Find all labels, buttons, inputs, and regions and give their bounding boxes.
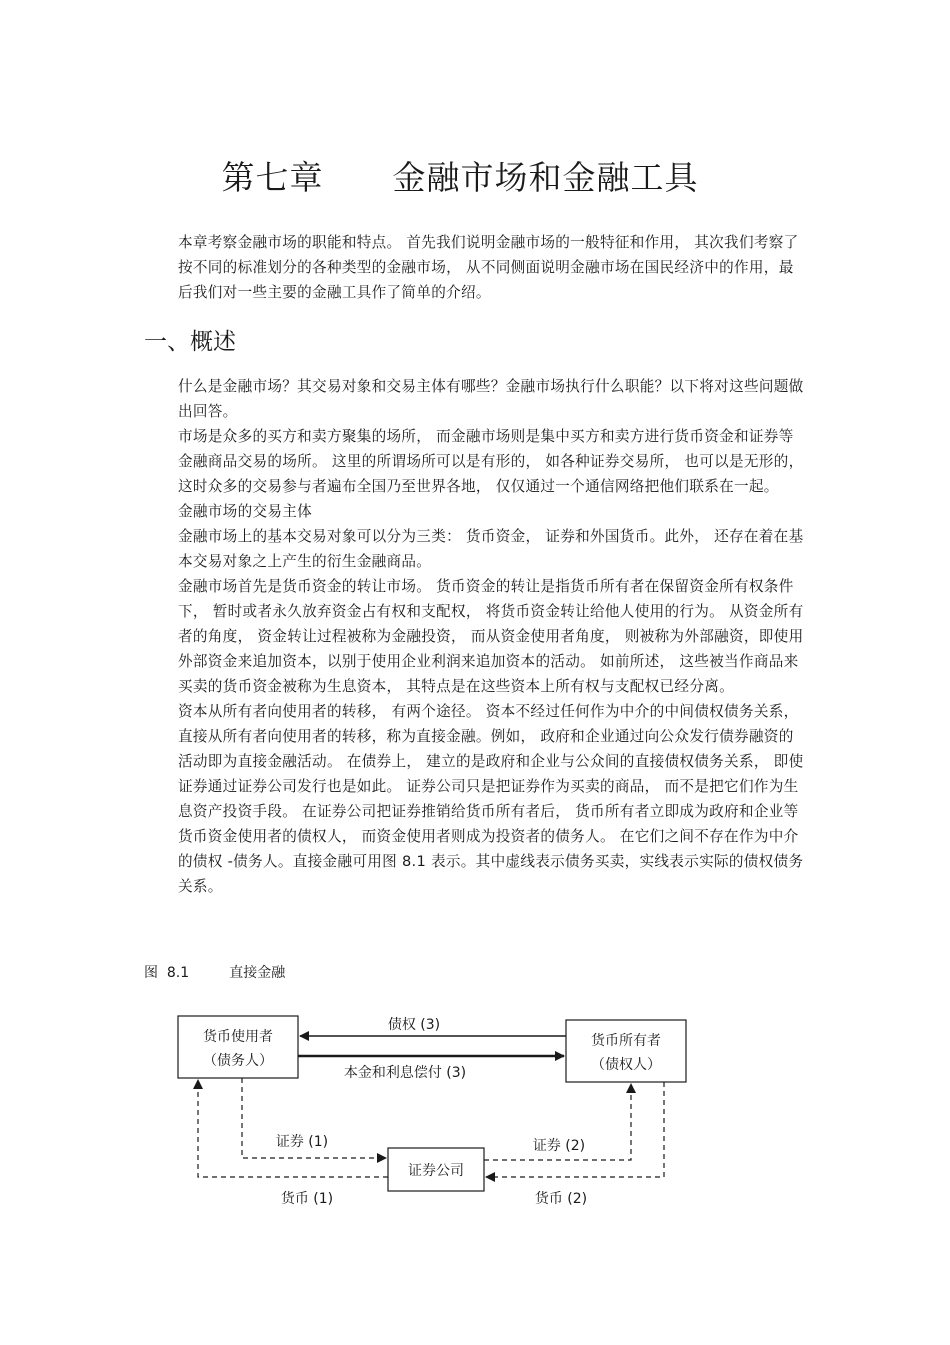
figure-caption: 图 8.1 直接金融 <box>144 965 286 981</box>
lender-sublabel: （债权人） <box>591 1057 661 1073</box>
intro-paragraph: 本章考察金融市场的职能和特点。 首先我们说明金融市场的一般特征和作用， 其次我们考察了按不同的标准划分的各种类型的金融市场， 从不同侧面说明金融市场在国民经济中的作用，最后我们对一些主要的金融工具作了简单的介绍。 <box>178 234 799 301</box>
money-2-label: 货币 (2) <box>534 1191 588 1207</box>
body-paragraph: 金融市场的交易主体 <box>178 503 313 520</box>
money-2-arrow <box>486 1082 664 1177</box>
body-paragraph: 市场是众多的买方和卖方聚集的场所， 而金融市场则是集中买方和卖方进行货币资金和证券等金融商品交易的场所。 这里的所谓场所可以是有形的， 如各种证券交易所， 也可以是无形的， 这时众多的交易参与者遍布全国乃至世界各地， 仅仅通过一个通信网络把他们联系在一起。 <box>178 428 804 495</box>
borrower-sublabel: （债务人） <box>203 1053 273 1069</box>
broker-label: 证券公司 <box>408 1163 464 1179</box>
repayment-label: 本金和利息偿付 (3) <box>343 1065 467 1081</box>
section-heading: 一、概述 <box>144 329 236 355</box>
borrower-label: 货币使用者 <box>203 1029 273 1045</box>
chapter-title: 第七章 金融市场和金融工具 <box>221 158 699 197</box>
money-1-arrow <box>198 1080 388 1177</box>
money-1-label: 货币 (1) <box>280 1191 334 1207</box>
body-paragraph: 金融市场上的基本交易对象可以分为三类： 货币资金， 证券和外国货币。此外， 还存在着在基本交易对象之上产生的衍生金融商品。 <box>178 528 804 570</box>
securities-2-label: 证券 (2) <box>532 1138 586 1154</box>
securities-1-label: 证券 (1) <box>275 1134 329 1150</box>
body-paragraph: 金融市场首先是货币资金的转让市场。 货币资金的转让是指货币所有者在保留资金所有权条件下， 暂时或者永久放弃资金占有权和支配权， 将货币资金转让给他人使用的行为。 从资金所有者的角度， 资金转让过程被称为金融投资， 而从资金使用者角度， 则被称为外部融资，即使用外部资金来追加资本，以别于使用企业利润来追加资本的活动。 如前所述， 这些被当作商品来买卖的货币资金被称为生息资本， 其特点是在这些资本上所有权与支配权已经分离。 <box>178 578 804 695</box>
claim-label: 债权 (3) <box>387 1017 441 1033</box>
body-paragraph: 什么是金融市场？其交易对象和交易主体有哪些？金融市场执行什么职能？以下将对这些问题做出回答。 <box>178 378 804 420</box>
body-paragraph: 资本从所有者向使用者的转移， 有两个途径。 资本不经过任何作为中介的中间债权债务关系， 直接从所有者向使用者的转移，称为直接金融。例如， 政府和企业通过向公众发行债券融资的活动即为直接金融活动。 在债券上， 建立的是政府和企业与公众间的直接债权债务关系， 即使证券通过证券公司发行也是如此。 证券公司只是把证券作为买卖的商品， 而不是把它们作为生息资产投资手段。 在证券公司把证券推销给货币所有者后， 货币所有者立即成为政府和企业等货币资金使用者的债权人， 而资金使用者则成为投资者的债务人。 在它们之间不存在作为中介的债权 -债务人。直接金融可用图 8.1 表示。其中虚线表示债务买卖，实线表示实际的债权债务关系。 <box>178 703 804 895</box>
lender-label: 货币所有者 <box>591 1033 661 1049</box>
